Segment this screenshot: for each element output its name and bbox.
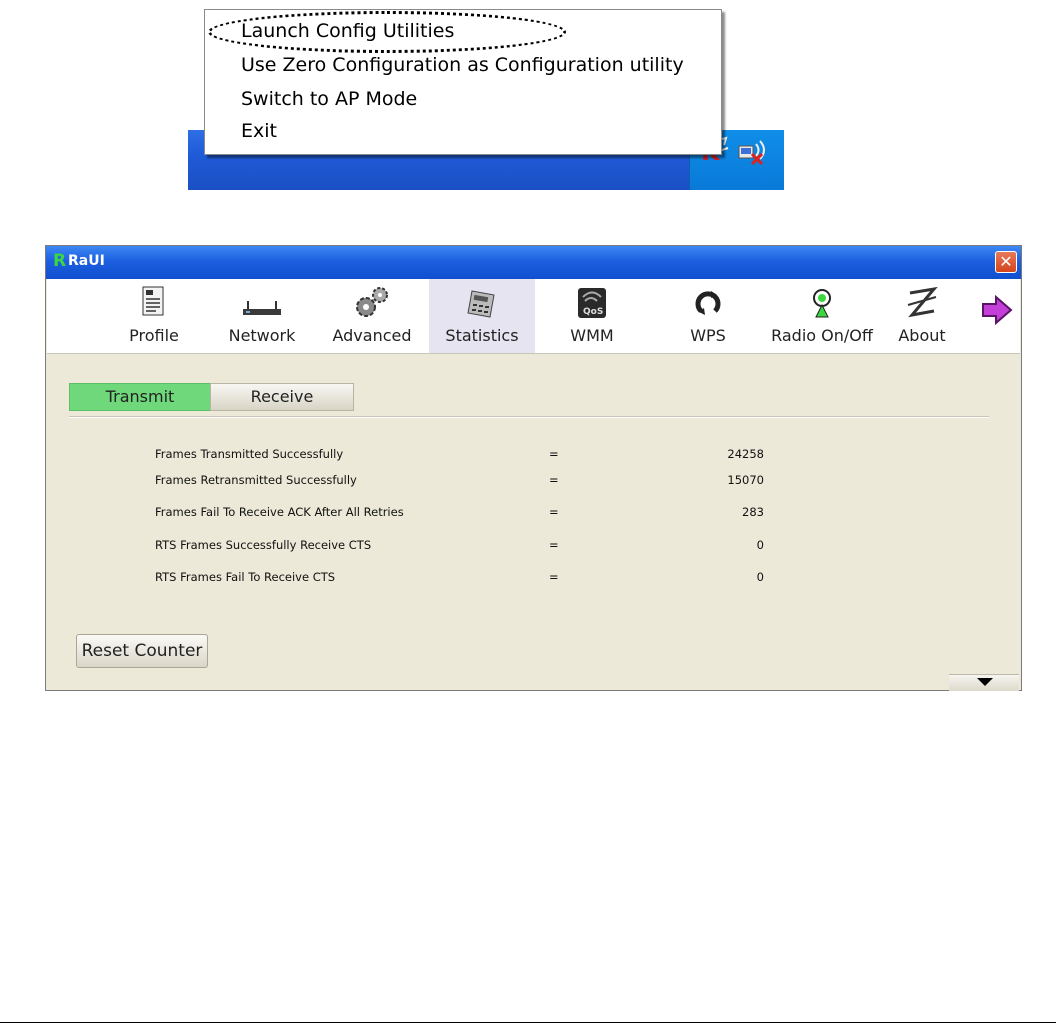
stat-equals: =: [549, 570, 559, 584]
stat-equals: =: [549, 505, 559, 519]
toolbar-label: WPS: [690, 326, 726, 345]
stat-row: [46, 473, 1021, 491]
stat-label: RTS Frames Successfully Receive CTS: [155, 538, 372, 552]
toolbar-about[interactable]: [869, 279, 975, 353]
toolbar-label: WMM: [570, 326, 614, 345]
menu-item-switch-ap-mode[interactable]: Switch to AP Mode: [241, 88, 418, 110]
toolbar-label: Network: [228, 326, 296, 345]
toolbar-label: Advanced: [332, 326, 412, 345]
toolbar-statistics[interactable]: [429, 279, 535, 353]
toolbar-radio-on-off[interactable]: [757, 279, 887, 353]
title-bar[interactable]: [46, 246, 1021, 279]
toolbar-label: Radio On/Off: [771, 326, 873, 345]
network-icon: [240, 285, 284, 321]
menu-item-exit[interactable]: Exit: [241, 120, 277, 142]
tab-divider: [69, 416, 989, 418]
toolbar-network[interactable]: [209, 279, 315, 353]
toolbar-profile[interactable]: [101, 279, 207, 353]
stat-value: 24258: [727, 447, 764, 461]
stat-equals: =: [549, 447, 559, 461]
stat-equals: =: [549, 473, 559, 487]
gears-icon: [352, 285, 392, 321]
stat-value: 0: [756, 538, 764, 552]
about-icon: [904, 285, 940, 321]
tab-transmit[interactable]: Transmit: [69, 383, 211, 411]
scroll-down-button[interactable]: [949, 674, 1019, 691]
stat-label: RTS Frames Fail To Receive CTS: [155, 570, 336, 584]
radio-icon: [809, 285, 835, 321]
calculator-icon: [464, 285, 500, 321]
close-button[interactable]: ✕: [995, 251, 1017, 273]
stat-row: [46, 538, 1021, 556]
tab-receive[interactable]: Receive: [210, 383, 354, 411]
stat-value: 283: [742, 505, 764, 519]
menu-item-zero-configuration[interactable]: Use Zero Configuration as Configuration utility: [241, 54, 684, 76]
toolbar-wps[interactable]: [655, 279, 761, 353]
window-title: RaUI: [68, 253, 105, 269]
toolbar: [47, 279, 1020, 354]
menu-item-launch-config[interactable]: Launch Config Utilities: [241, 20, 455, 42]
triangle-down-icon: [977, 678, 993, 686]
stat-equals: =: [549, 538, 559, 552]
stat-label: Frames Retransmitted Successfully: [155, 473, 357, 487]
app-logo: R: [53, 251, 67, 271]
svg-text:QoS: QoS: [583, 307, 604, 317]
stat-label: Frames Fail To Receive ACK After All Retries: [155, 505, 404, 519]
stat-label: Frames Transmitted Successfully: [155, 447, 344, 461]
stat-row: [46, 505, 1021, 523]
tray-context-menu: [204, 9, 722, 155]
toolbar-label: Profile: [129, 326, 179, 345]
toolbar-label: Statistics: [445, 326, 519, 345]
raui-window: [45, 245, 1022, 691]
toolbar-label: About: [898, 326, 946, 345]
wireless-network-icon[interactable]: [736, 136, 770, 166]
page-bottom-rule: [0, 1022, 1056, 1023]
reset-counter-button[interactable]: Reset Counter: [76, 634, 208, 668]
arrow-right-icon[interactable]: [980, 295, 1014, 325]
toolbar-wmm[interactable]: [539, 279, 645, 353]
stat-value: 0: [756, 570, 764, 584]
wps-icon: [693, 285, 723, 321]
stat-value: 15070: [727, 473, 764, 487]
stat-row: [46, 570, 1021, 588]
toolbar-advanced[interactable]: [319, 279, 425, 353]
qos-icon: [575, 285, 609, 321]
stat-row: [46, 447, 1021, 465]
profile-icon: [141, 285, 167, 321]
